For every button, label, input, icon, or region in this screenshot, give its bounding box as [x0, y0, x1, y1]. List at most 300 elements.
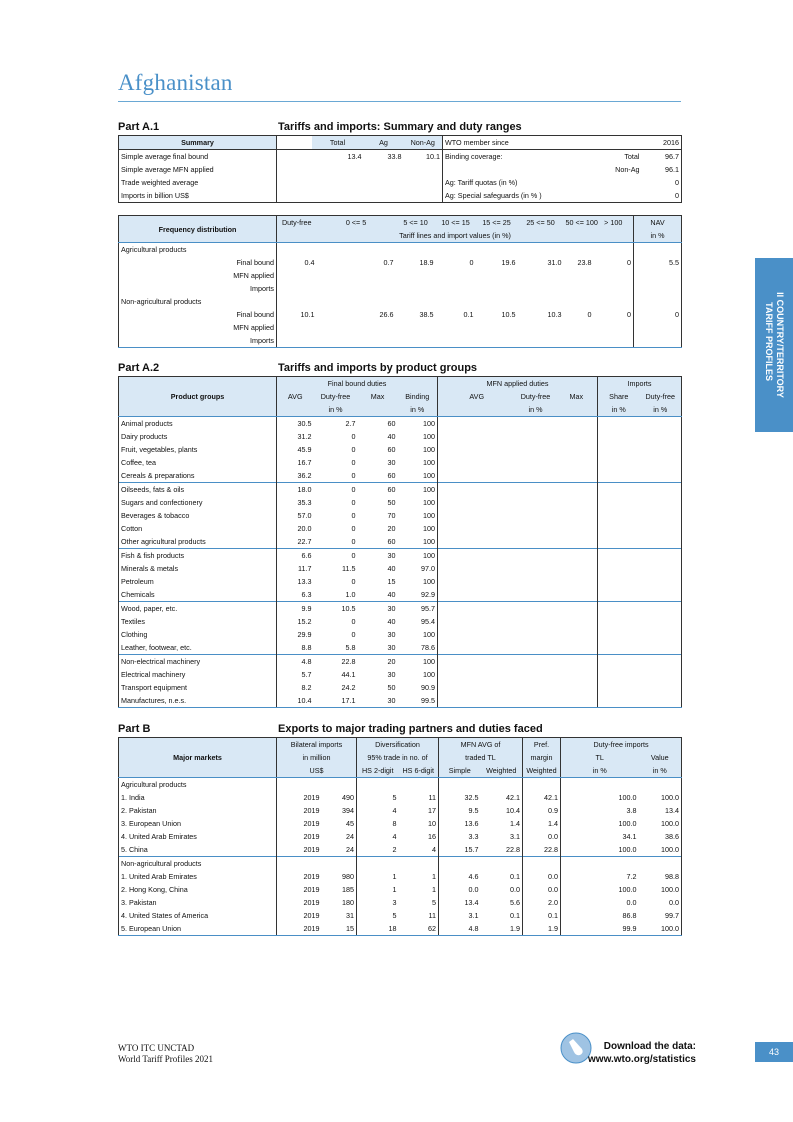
market-row [119, 804, 682, 817]
freq-row [119, 308, 682, 321]
product-group-row [119, 694, 682, 708]
freq-value [564, 282, 594, 295]
million-header: in million [277, 751, 357, 764]
summary-row-label: Imports in billion US$ [119, 189, 277, 203]
diversification-header: Diversification [357, 738, 439, 752]
freq-value [594, 321, 634, 334]
freq-value [277, 321, 317, 334]
group-col-header: Max [358, 390, 398, 403]
product-group-value: 95.4 [398, 615, 438, 628]
product-group-value: 15.2 [297, 617, 312, 626]
product-group-value: 97.0 [398, 562, 438, 575]
value-header: Value [639, 751, 682, 764]
market-value: 100.0 [618, 793, 637, 802]
table-cell [438, 602, 598, 616]
market-value: 4 [399, 843, 439, 857]
product-group-value: 29.9 [297, 630, 312, 639]
side-tab-line1: II COUNTRY/TERRITORY [775, 292, 785, 398]
table-cell: 10.1 [404, 150, 443, 164]
freq-col-header: 10 <= 15 [436, 216, 476, 230]
market-label: 5. China [119, 843, 277, 857]
freq-value [436, 269, 476, 282]
product-group-value: 30 [358, 602, 398, 616]
product-group-value: 9.9 [277, 602, 314, 616]
markets-group-row [119, 857, 682, 871]
market-label: 1. India [119, 791, 277, 804]
product-group-value: 78.6 [398, 641, 438, 655]
freq-value [594, 334, 634, 348]
product-group-value: 60 [387, 445, 396, 454]
product-group-value: 100 [398, 496, 438, 509]
market-value: 42.1 [481, 791, 523, 804]
table-cell [634, 295, 682, 308]
market-value: 1.9 [523, 922, 561, 936]
market-value: 1 [399, 870, 439, 883]
freq-value [476, 334, 518, 348]
product-group-value: 92.9 [398, 588, 438, 602]
page-number: 43 [755, 1042, 793, 1062]
table-cell [438, 456, 598, 469]
summary-col-header: Non-Ag [404, 136, 443, 150]
product-group-value: 100 [398, 628, 438, 641]
freq-value: 10.5 [501, 310, 516, 319]
product-group-row [119, 417, 682, 431]
table-cell [438, 655, 598, 669]
market-value: 11 [399, 909, 439, 922]
market-value: 100.0 [639, 817, 682, 830]
freq-value: 5.5 [634, 256, 682, 269]
product-group-value: 6.3 [301, 590, 312, 599]
market-value: 5 [392, 911, 397, 920]
product-group-row [119, 469, 682, 483]
product-group-value: 0 [351, 432, 356, 441]
freq-value: 0 [587, 310, 592, 319]
right-value: 2016 [642, 136, 682, 150]
product-group-value: 45.9 [297, 445, 312, 454]
market-row [119, 843, 682, 857]
freq-value: 0 [627, 310, 632, 319]
group-unit [277, 403, 314, 417]
market-value: 34.1 [622, 832, 637, 841]
product-group-label: Wood, paper, etc. [119, 602, 277, 616]
product-group-value: 22.8 [314, 655, 358, 669]
product-groups-header: Product groups [119, 377, 277, 417]
market-value: 0.1 [481, 909, 523, 922]
group-col-header: Max [556, 390, 598, 403]
freq-group-name: Non-agricultural products [119, 295, 277, 308]
table-cell [364, 163, 404, 176]
market-value: 2019 [303, 898, 320, 907]
product-group-value: 60 [387, 537, 396, 546]
table-cell [438, 681, 598, 694]
product-group-value: 40 [387, 432, 396, 441]
product-groups-table [118, 376, 682, 708]
market-value: 15.7 [464, 845, 479, 854]
market-value: 2019 [303, 793, 320, 802]
value-unit: in % [639, 764, 682, 778]
freq-value [317, 282, 396, 295]
right-value: 96.1 [642, 163, 682, 176]
product-group-value: 60 [358, 483, 398, 497]
market-value: 24 [322, 830, 357, 843]
product-group-value: 0 [351, 537, 356, 546]
product-group-label: Other agricultural products [119, 535, 277, 549]
product-group-value: 35.3 [297, 498, 312, 507]
market-value: 38.6 [639, 830, 682, 843]
product-group-label: Minerals & metals [119, 562, 277, 575]
div2-header: 95% trade in no. of [357, 751, 439, 764]
table-cell [438, 588, 598, 602]
product-group-value: 40 [387, 617, 396, 626]
product-group-label: Petroleum [119, 575, 277, 588]
market-value: 1.4 [481, 817, 523, 830]
product-group-label: Textiles [119, 615, 277, 628]
table-cell [438, 694, 598, 708]
market-value: 100.0 [639, 791, 682, 804]
market-value: 5 [399, 896, 439, 909]
right-label: WTO member since [443, 136, 573, 150]
market-value: 13.4 [639, 804, 682, 817]
product-group-value: 22.7 [297, 537, 312, 546]
market-value: 0.0 [468, 885, 479, 894]
product-group-value: 100 [398, 469, 438, 483]
group-col-header: Duty-free [640, 390, 682, 403]
freq-group-row [119, 243, 682, 257]
freq-col-header: 50 <= 100 [564, 216, 594, 230]
group-unit [358, 403, 398, 417]
product-group-value: 20 [387, 524, 396, 533]
product-group-value: 18.0 [277, 483, 314, 497]
freq-value: 23.8 [577, 258, 592, 267]
table-cell: Non-Ag [615, 165, 640, 174]
freq-value [317, 269, 396, 282]
table-cell [598, 549, 682, 563]
market-value: 2019 [303, 806, 320, 815]
product-group-value: 24.2 [341, 683, 356, 692]
table-cell [598, 668, 682, 681]
table-cell [438, 575, 598, 588]
market-value: 2019 [303, 885, 320, 894]
group-col-header: Share [598, 390, 640, 403]
product-group-label: Fish & fish products [119, 549, 277, 563]
product-group-value: 100 [398, 430, 438, 443]
product-group-value: 8.8 [301, 643, 312, 652]
product-group-label: Animal products [119, 417, 277, 431]
freq-col-header: 25 <= 50 [518, 216, 564, 230]
table-cell [598, 469, 682, 483]
part-a2-label: Part A.2 [118, 362, 160, 374]
product-group-row [119, 549, 682, 563]
market-value: 3.1 [481, 830, 523, 843]
product-group-label: Coffee, tea [119, 456, 277, 469]
table-cell [573, 136, 642, 150]
table-cell [438, 549, 598, 563]
market-value: 185 [322, 883, 357, 896]
product-group-value: 50 [387, 683, 396, 692]
product-group-value: 17.1 [314, 694, 358, 708]
table-cell [598, 694, 682, 708]
freq-value: 0 [634, 308, 682, 321]
group-col-header: Binding [398, 390, 438, 403]
product-group-value: 99.5 [398, 694, 438, 708]
page-title: Afghanistan [118, 70, 233, 95]
freq-row-label: Final bound [119, 308, 277, 321]
product-group-label: Chemicals [119, 588, 277, 602]
market-value: 4 [392, 832, 397, 841]
market-value: 42.1 [523, 791, 561, 804]
freq-value [396, 321, 436, 334]
market-value: 3.3 [468, 832, 479, 841]
table-cell [598, 562, 682, 575]
market-value: 31 [322, 909, 357, 922]
summary-row-label: Simple average MFN applied [119, 163, 277, 176]
market-row [119, 830, 682, 843]
summary-col-header: Total [312, 136, 364, 150]
freq-value [277, 269, 317, 282]
market-value: 9.5 [468, 806, 479, 815]
market-value: 0.1 [523, 909, 561, 922]
freq-value [518, 269, 564, 282]
product-group-value: 100 [398, 668, 438, 681]
table-cell [364, 189, 404, 203]
table-cell: Total [624, 152, 640, 161]
table-cell [438, 535, 598, 549]
market-value: 1 [392, 872, 397, 881]
market-value: 0.0 [639, 896, 682, 909]
freq-subheader: Tariff lines and import values (in %) [277, 229, 634, 243]
freq-value [436, 334, 476, 348]
right-label [443, 163, 573, 176]
market-row [119, 870, 682, 883]
simple-header: Simple [439, 764, 481, 778]
market-value: 3.1 [468, 911, 479, 920]
market-value: 0.0 [523, 883, 561, 896]
freq-value [277, 334, 317, 348]
product-group-value: 70 [387, 511, 396, 520]
group-col-header: Duty-free [314, 390, 358, 403]
product-group-row [119, 655, 682, 669]
freq-value: 26.6 [379, 310, 394, 319]
group-col-header: AVG [277, 390, 314, 403]
group-unit: in % [314, 403, 358, 417]
duty-free-imports-header: Duty-free imports [561, 738, 682, 752]
product-group-value: 20 [358, 655, 398, 669]
market-value: 10.4 [481, 804, 523, 817]
product-group-value: 30 [387, 670, 396, 679]
table-cell [598, 483, 682, 497]
table-cell [312, 163, 364, 176]
nav-unit: in % [634, 229, 682, 243]
footer-publication: World Tariff Profiles 2021 [118, 1054, 214, 1064]
market-value: 2019 [303, 819, 320, 828]
freq-value: 0.4 [304, 258, 315, 267]
market-row [119, 909, 682, 922]
market-value: 100.0 [639, 883, 682, 896]
part-a1-heading: Tariffs and imports: Summary and duty ranges [278, 121, 522, 133]
product-group-row [119, 602, 682, 616]
table-cell [438, 522, 598, 535]
market-value: 10 [399, 817, 439, 830]
part-a2-heading: Tariffs and imports by product groups [278, 362, 478, 374]
hs6-header: HS 6-digit [399, 764, 439, 778]
product-group-value: 95.7 [398, 602, 438, 616]
download-label: Download the data: [603, 1041, 696, 1052]
market-row [119, 791, 682, 804]
summary-table [118, 135, 682, 203]
product-group-value: 16.7 [297, 458, 312, 467]
freq-value [518, 282, 564, 295]
freq-value: 10.3 [547, 310, 562, 319]
market-value: 45 [322, 817, 357, 830]
table-cell [598, 602, 682, 616]
product-group-value: 50 [387, 498, 396, 507]
table-cell [438, 417, 598, 431]
freq-value: 0.7 [383, 258, 394, 267]
product-group-row [119, 681, 682, 694]
table-cell [277, 176, 312, 189]
table-cell [312, 189, 364, 203]
table-cell [598, 588, 682, 602]
table-cell [634, 243, 682, 257]
market-value: 4.8 [439, 922, 481, 936]
table-cell [523, 857, 561, 871]
markets-group-row [119, 778, 682, 792]
table-cell [277, 243, 634, 257]
table-cell [523, 778, 561, 792]
freq-value [594, 282, 634, 295]
freq-value [564, 321, 594, 334]
market-value: 100.0 [618, 819, 637, 828]
product-group-value: 40 [387, 564, 396, 573]
bilateral-header: Bilateral imports [277, 738, 357, 752]
product-group-value: 40 [387, 590, 396, 599]
product-group-value: 30 [387, 630, 396, 639]
market-value: 98.8 [639, 870, 682, 883]
product-group-value: 31.2 [297, 432, 312, 441]
product-group-value: 0 [351, 471, 356, 480]
summary-row [119, 163, 682, 176]
freq-value [476, 321, 518, 334]
table-cell [561, 857, 682, 871]
market-label: 4. United Arab Emirates [119, 830, 277, 843]
side-tab-line2: TARIFF PROFILES [764, 302, 774, 382]
imports-header: Imports [598, 377, 682, 391]
market-value: 2019 [303, 832, 320, 841]
product-group-value: 11.5 [342, 564, 356, 573]
summary-row-label: Simple average final bound [119, 150, 277, 164]
freq-value [564, 269, 594, 282]
freq-header-row [119, 216, 682, 230]
table-cell [312, 176, 364, 189]
market-label: 2. Pakistan [119, 804, 277, 817]
freq-value [436, 282, 476, 295]
table-cell [598, 628, 682, 641]
product-group-value: 100 [398, 549, 438, 563]
product-group-value: 90.9 [398, 681, 438, 694]
product-group-value: 0 [351, 511, 356, 520]
product-group-value: 100 [398, 456, 438, 469]
market-value: 1.9 [481, 922, 523, 936]
freq-value [436, 321, 476, 334]
table-cell [438, 628, 598, 641]
freq-value [396, 334, 436, 348]
market-row [119, 817, 682, 830]
freq-value: 10.1 [300, 310, 315, 319]
market-label: 3. European Union [119, 817, 277, 830]
table-cell [277, 857, 357, 871]
table-cell [598, 417, 682, 431]
freq-value [634, 269, 682, 282]
summary-header: Summary [119, 136, 277, 150]
table-cell [438, 443, 598, 456]
product-group-value: 30.5 [297, 419, 312, 428]
freq-value [476, 269, 518, 282]
market-value: 3.8 [626, 806, 637, 815]
product-group-value: 60 [387, 471, 396, 480]
product-group-label: Non-electrical machinery [119, 655, 277, 669]
market-row [119, 883, 682, 896]
market-value: 100.0 [618, 845, 637, 854]
download-url[interactable]: www.wto.org/statistics [588, 1054, 696, 1065]
table-cell [404, 189, 443, 203]
product-group-value: 100 [398, 575, 438, 588]
market-row [119, 922, 682, 936]
market-value: 2019 [303, 845, 320, 854]
freq-value [518, 334, 564, 348]
side-tab-text [755, 258, 793, 432]
market-value: 2 [392, 845, 397, 854]
right-label: Ag: Special safeguards (in % ) [443, 189, 573, 203]
market-value: 18 [357, 922, 399, 936]
product-group-label: Manufactures, n.e.s. [119, 694, 277, 708]
pref-header: Pref. [523, 738, 561, 752]
part-a1-label: Part A.1 [118, 121, 160, 133]
market-label: 4. United States of America [119, 909, 277, 922]
product-group-label: Cereals & preparations [119, 469, 277, 483]
product-group-row [119, 628, 682, 641]
table-cell [438, 469, 598, 483]
market-value: 2019 [277, 922, 322, 936]
footer-org: WTO ITC UNCTAD [118, 1043, 195, 1053]
table-cell [598, 456, 682, 469]
market-label: 5. European Union [119, 922, 277, 936]
table-cell [598, 535, 682, 549]
market-value: 7.2 [626, 872, 637, 881]
market-value: 0.0 [523, 870, 561, 883]
market-value: 3 [392, 898, 397, 907]
summary-row-label: Trade weighted average [119, 176, 277, 189]
market-value: 22.8 [481, 843, 523, 857]
product-group-value: 100 [398, 655, 438, 669]
market-group-name: Non-agricultural products [119, 857, 277, 871]
freq-col-header: Duty-free [277, 216, 317, 230]
market-label: 1. United Arab Emirates [119, 870, 277, 883]
product-group-value: 44.1 [341, 670, 356, 679]
table-cell [277, 136, 312, 150]
product-group-value: 1.0 [345, 590, 356, 599]
market-value: 1.4 [523, 817, 561, 830]
group-unit [556, 403, 598, 417]
product-group-value: 57.0 [297, 511, 312, 520]
product-group-value: 100 [398, 443, 438, 456]
product-group-value: 0 [351, 617, 356, 626]
group-unit: in % [598, 403, 640, 417]
table-cell [598, 655, 682, 669]
market-value: 0.1 [481, 870, 523, 883]
major-markets-table [118, 737, 682, 936]
table-cell [438, 615, 598, 628]
mfn-avg-header: MFN AVG of [439, 738, 523, 752]
